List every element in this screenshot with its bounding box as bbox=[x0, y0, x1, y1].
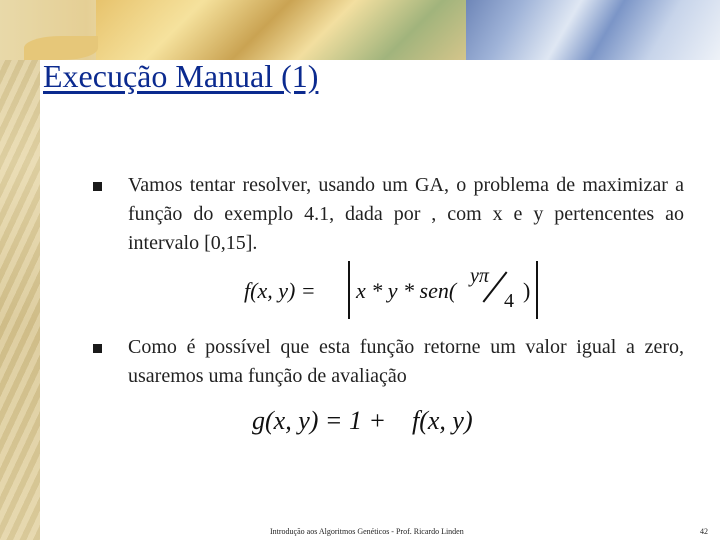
abs-bar-left bbox=[348, 261, 350, 319]
formula-g-rhs: f(x, y) bbox=[412, 406, 473, 435]
page-number: 42 bbox=[700, 527, 708, 536]
slide-title: Execução Manual (1) bbox=[43, 58, 319, 94]
formula-f-denominator: 4 bbox=[504, 290, 514, 312]
formula-f-lhs: f(x, y) = bbox=[244, 278, 316, 303]
formula-f-inner: x * y * sen( bbox=[356, 278, 457, 303]
leaves-banner-image bbox=[96, 0, 470, 60]
abs-bar-right bbox=[536, 261, 538, 319]
bullet-marker bbox=[93, 344, 102, 353]
bullet-text-2: Como é possível que esta função retorne um valor igual a zero, usaremos uma função de avaliação bbox=[128, 336, 684, 387]
leaf-decoration bbox=[24, 36, 98, 60]
formula-f-numerator: yπ bbox=[470, 265, 489, 287]
bullet-marker bbox=[93, 182, 102, 191]
blue-leaves-banner-image bbox=[466, 0, 720, 60]
formula-f-close-paren: ) bbox=[523, 278, 531, 303]
footer-text: Introdução aos Algoritmos Genéticos - Prof. Ricardo Linden bbox=[270, 527, 464, 536]
formula-g-lhs: g(x, y) = 1 + bbox=[252, 406, 386, 435]
bullet-text-1: Vamos tentar resolver, usando um GA, o problema de maximizar a função do exemplo 4.1, dada por , com x e y pertencentes ao intervalo [0,15]. bbox=[128, 174, 684, 254]
left-decorative-band bbox=[0, 0, 40, 540]
